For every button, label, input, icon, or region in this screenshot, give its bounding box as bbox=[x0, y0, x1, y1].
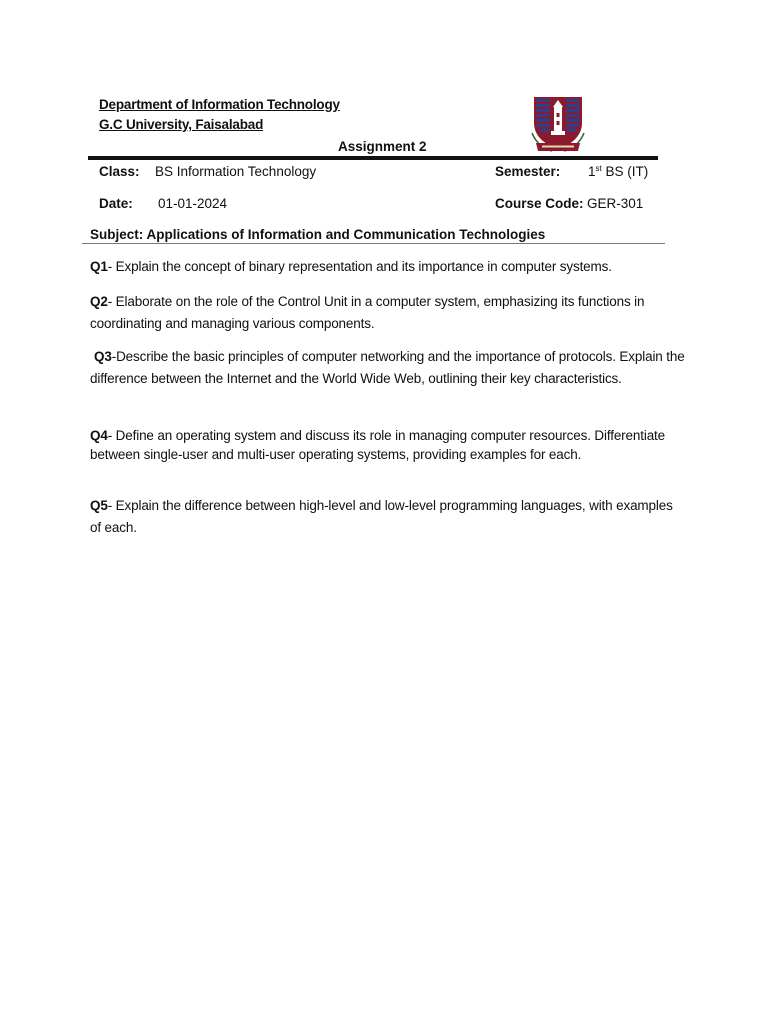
subject-heading: Subject: Applications of Information and Communication Technologies bbox=[90, 227, 546, 242]
header-divider bbox=[88, 156, 658, 160]
question-number: Q1 bbox=[90, 259, 108, 274]
semester-value bbox=[588, 164, 648, 179]
question-text: - Define an operating system and discuss its role in managing computer resources. Differentiate between single-user and multi-user operating systems, providing examples for each. bbox=[90, 428, 666, 462]
subject-divider bbox=[82, 243, 665, 244]
date-label: Date: bbox=[99, 196, 133, 211]
question-4 bbox=[90, 426, 685, 464]
date-value: 01-01-2024 bbox=[158, 196, 228, 211]
question-number: Q3 bbox=[94, 349, 112, 364]
question-text: - Elaborate on the role of the Control Unit in a computer system, emphasizing its functions in coordinating and managing various components. bbox=[90, 294, 645, 331]
department-name: Department of Information Technology bbox=[99, 97, 340, 112]
semester-label: Semester: bbox=[495, 164, 561, 179]
semester-program: BS (IT) bbox=[601, 164, 649, 179]
university-crest-icon bbox=[528, 93, 588, 155]
course-code-label: Course Code: bbox=[495, 196, 584, 211]
question-number: Q2 bbox=[90, 294, 108, 309]
semester-number: 1 bbox=[588, 164, 596, 179]
question-2 bbox=[90, 291, 685, 335]
question-5 bbox=[90, 495, 685, 539]
question-text: - Explain the difference between high-level and low-level programming languages, with examples of each. bbox=[90, 498, 673, 535]
assignment-title: Assignment 2 bbox=[338, 139, 427, 154]
question-number: Q4 bbox=[90, 428, 108, 443]
question-text: - Explain the concept of binary representation and its importance in computer systems. bbox=[107, 259, 612, 274]
question-number: Q5 bbox=[90, 498, 108, 513]
semester-suffix: st bbox=[595, 164, 602, 173]
university-name: G.C University, Faisalabad bbox=[99, 117, 264, 132]
question-3 bbox=[90, 346, 685, 390]
question-1 bbox=[90, 256, 685, 278]
course-code-value: GER-301 bbox=[587, 196, 644, 211]
question-text: -Describe the basic principles of computer networking and the importance of protocols. Explain the difference between the Internet and the World Wide Web, outlining their key characteristics. bbox=[90, 349, 685, 386]
class-label: Class: bbox=[99, 164, 140, 179]
class-value: BS Information Technology bbox=[155, 164, 317, 179]
